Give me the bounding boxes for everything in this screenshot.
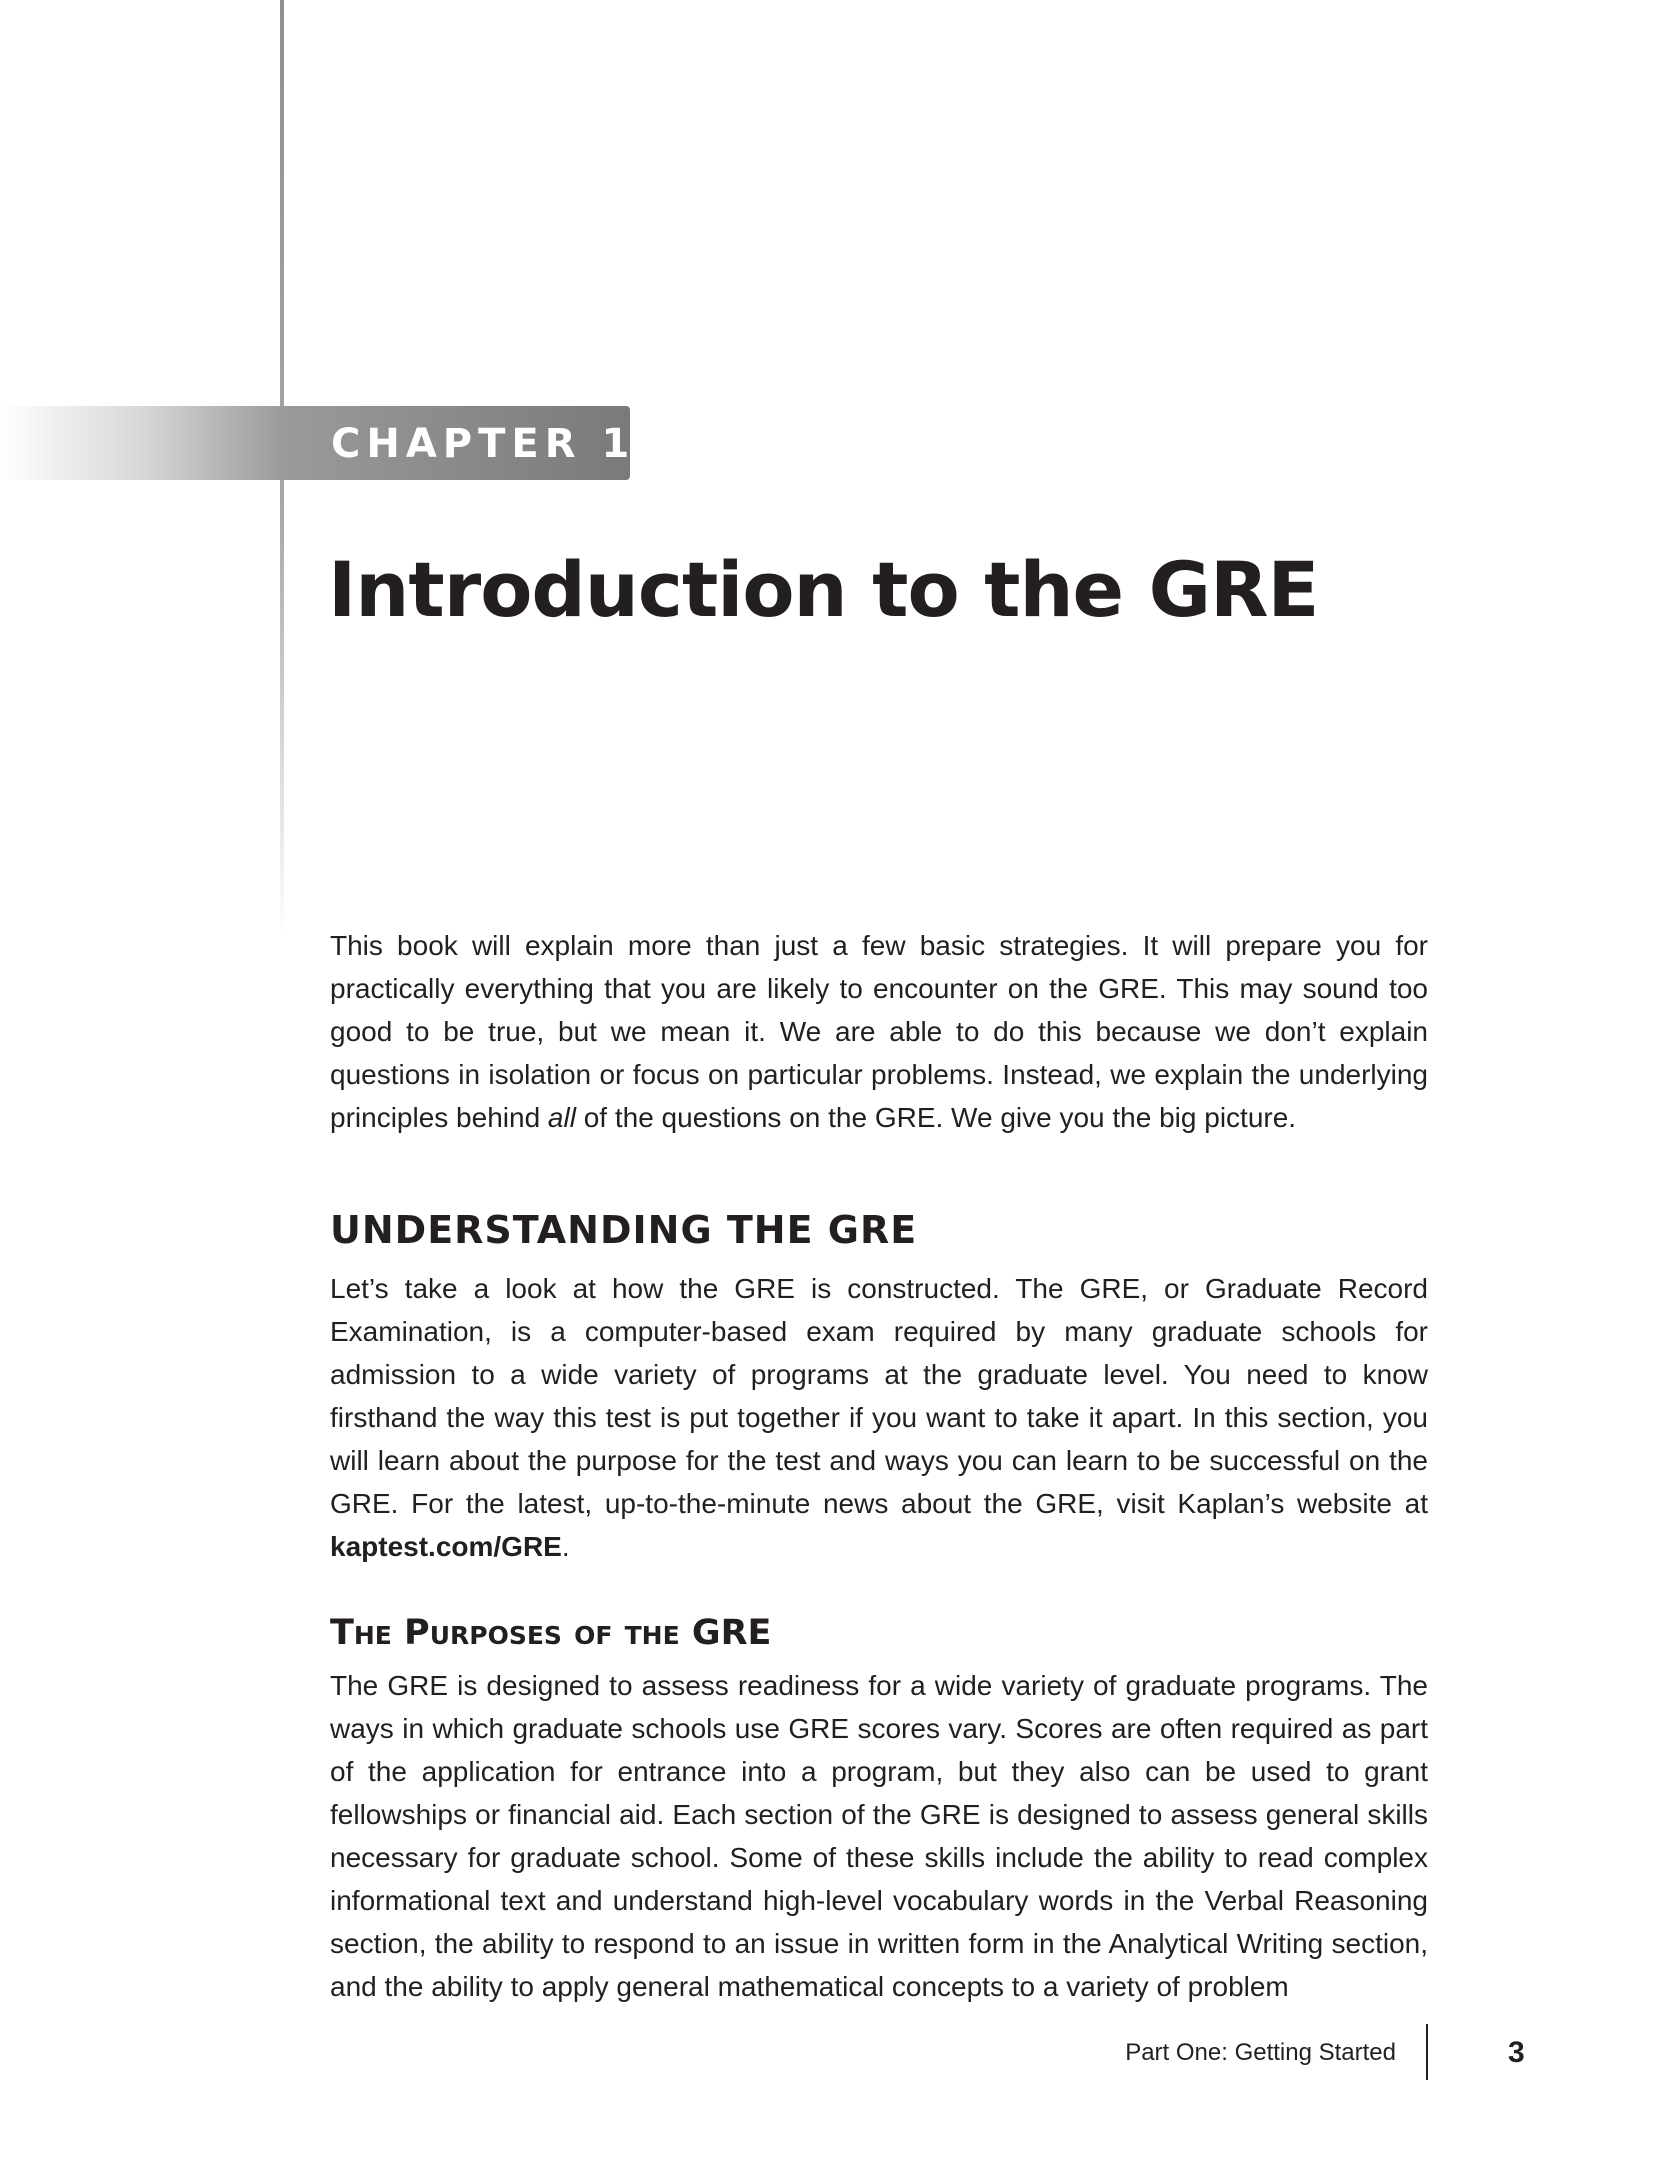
purposes-paragraph: The GRE is designed to assess readiness for a wide variety of graduate programs. The ways in which graduate schools use GRE scores vary. Scores are often required as part of the application for entrance into a program, but they also can be used to grant fellowships or financial aid. Each section of the GRE is designed to assess general skills necessary for graduate school. Some of these skills include the ability to read complex informational text and understand high-level vocabulary words in the Verbal Reasoning section, the ability to respond to an issue in written form in the Analytical Writing section, and the ability to apply general mathematical concepts to a variety of problem [330,1670,1428,2002]
section-heading-purposes: The Purposes of the GRE [330,1613,772,1653]
footer-part-label: Part One: Getting Started [1125,2039,1396,2066]
section-heading-understanding: UNDERSTANDING THE GRE [330,1208,918,1252]
page-number: 3 [1508,2036,1525,2069]
understanding-period: . [561,1531,570,1562]
understanding-paragraph [330,1267,1428,1568]
chapter-label: CHAPTER 1 [331,421,636,467]
website-link[interactable]: kaptest.com/GRE [330,1531,562,1562]
footer-divider [1426,2024,1428,2080]
intro-paragraph [330,924,1428,1139]
page-body [330,924,1428,2008]
intro-text-end: of the questions on the GRE. We give you the big picture. [575,1102,1297,1133]
intro-text-start: This book will explain more than just a few basic strategies. It will prepare you for practically everything that you are likely to encounter on the GRE. This may sound too good to be true, but we mean it. We are able to do this because we don’t explain questions in isolation or focus on particular problems. Instead, we explain the underlying principles behind [330,930,1428,1133]
chapter-title: Introduction to the GRE [328,545,1319,634]
understanding-text: Let’s take a look at how the GRE is constructed. The GRE, or Graduate Record Examination, is a computer-based exam required by many graduate schools for admission to a wide variety of programs at the graduate level. You need to know firsthand the way this test is put together if you want to take it apart. In this section, you will learn about the purpose for the test and ways you can learn to be successful on the GRE. For the latest, up-to-the-minute news about the GRE, visit Kaplan’s website at [330,1273,1428,1519]
intro-emphasis: all [547,1102,576,1133]
